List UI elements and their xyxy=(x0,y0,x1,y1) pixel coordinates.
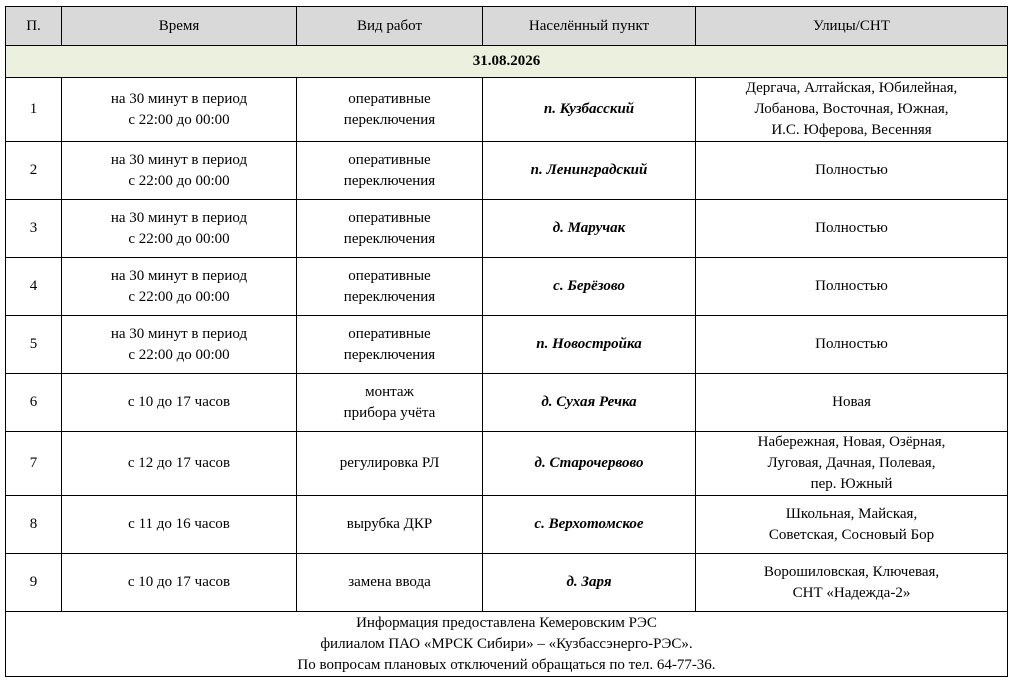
locality-cell: п. Новостройка xyxy=(483,316,696,374)
header-locality: Населённый пункт xyxy=(483,7,696,46)
time-cell xyxy=(62,258,297,316)
work-line: монтаж xyxy=(365,383,414,400)
work-type-cell xyxy=(297,78,483,142)
row-number-cell: 8 xyxy=(6,496,62,554)
time-line: с 22:00 до 00:00 xyxy=(128,230,230,247)
streets-line: Школьная, Майская, xyxy=(785,505,918,522)
streets-line: Дергача, Алтайская, Юбилейная, xyxy=(745,80,958,96)
locality-cell: д. Маручак xyxy=(483,200,696,258)
time-line: с 22:00 до 00:00 xyxy=(128,172,230,189)
locality-cell: с. Верхотомское xyxy=(483,496,696,554)
time-cell xyxy=(62,78,297,142)
time-line: с 22:00 до 00:00 xyxy=(128,346,230,363)
streets-line: Полностью xyxy=(815,162,888,178)
footer-info xyxy=(6,612,1008,677)
streets-line: Ворошиловская, Ключевая, xyxy=(763,563,940,580)
time-line: на 30 минут в период xyxy=(110,151,248,168)
locality-cell: д. Заря xyxy=(483,554,696,612)
footer-row xyxy=(6,612,1008,677)
time-line: на 30 минут в период xyxy=(110,267,248,284)
header-streets: Улицы/СНТ xyxy=(696,7,1008,46)
work-type-cell xyxy=(297,554,483,612)
locality-cell: д. Сухая Речка xyxy=(483,374,696,432)
table-row xyxy=(6,258,1008,316)
streets-line: Полностью xyxy=(815,220,888,236)
time-line: с 10 до 17 часов xyxy=(127,574,231,590)
work-line: регулировка РЛ xyxy=(339,455,440,471)
streets-cell xyxy=(696,78,1008,142)
streets-cell xyxy=(696,496,1008,554)
table-row xyxy=(6,142,1008,200)
streets-cell xyxy=(696,258,1008,316)
outage-schedule-table xyxy=(5,6,1008,677)
work-type-cell xyxy=(297,200,483,258)
time-line: с 22:00 до 00:00 xyxy=(128,288,230,305)
time-cell xyxy=(62,200,297,258)
row-number-cell: 4 xyxy=(6,258,62,316)
work-line: переключения xyxy=(343,230,436,247)
row-number-cell: 1 xyxy=(6,78,62,142)
work-line: вырубка ДКР xyxy=(346,516,433,532)
row-number-cell: 9 xyxy=(6,554,62,612)
streets-line: Полностью xyxy=(815,336,888,352)
time-line: с 10 до 17 часов xyxy=(127,394,231,410)
date-row xyxy=(6,46,1008,78)
row-number-cell: 6 xyxy=(6,374,62,432)
work-line: оперативные xyxy=(348,151,431,168)
streets-line: Лобанова, Восточная, Южная, xyxy=(754,101,949,117)
streets-cell xyxy=(696,200,1008,258)
table-row xyxy=(6,432,1008,496)
time-line: с 22:00 до 00:00 xyxy=(128,111,230,128)
work-type-cell xyxy=(297,142,483,200)
streets-line: Набережная, Новая, Озёрная, xyxy=(757,434,946,450)
table-row xyxy=(6,496,1008,554)
streets-cell xyxy=(696,554,1008,612)
streets-line: Новая xyxy=(832,394,871,410)
header-number: П. xyxy=(6,7,62,46)
row-number-cell: 5 xyxy=(6,316,62,374)
header-time: Время xyxy=(62,7,297,46)
date-cell: 31.08.2026 xyxy=(6,46,1008,78)
streets-cell xyxy=(696,142,1008,200)
table-row xyxy=(6,316,1008,374)
time-line: на 30 минут в период xyxy=(110,325,248,342)
time-line: на 30 минут в период xyxy=(110,209,248,226)
streets-line: Луговая, Дачная, Полевая, xyxy=(767,455,936,471)
header-row xyxy=(6,7,1008,46)
streets-line: Полностью xyxy=(815,278,888,294)
work-line: замена ввода xyxy=(348,574,431,590)
work-type-cell xyxy=(297,496,483,554)
row-number-cell: 7 xyxy=(6,432,62,496)
work-type-cell xyxy=(297,432,483,496)
locality-cell: д. Старочервово xyxy=(483,432,696,496)
work-type-cell xyxy=(297,374,483,432)
table-row xyxy=(6,200,1008,258)
streets-line: Советская, Сосновый Бор xyxy=(768,526,935,543)
table-row xyxy=(6,554,1008,612)
table-row xyxy=(6,78,1008,142)
time-cell xyxy=(62,374,297,432)
work-line: оперативные xyxy=(348,209,431,226)
locality-cell: с. Берёзово xyxy=(483,258,696,316)
streets-cell xyxy=(696,374,1008,432)
header-work-type: Вид работ xyxy=(297,7,483,46)
table-row xyxy=(6,374,1008,432)
streets-line: СНТ «Надежда-2» xyxy=(792,584,911,601)
work-line: переключения xyxy=(343,288,436,305)
row-number-cell: 2 xyxy=(6,142,62,200)
work-line: переключения xyxy=(343,111,436,128)
time-line: на 30 минут в период xyxy=(110,90,248,107)
streets-line: И.С. Юферова, Весенняя xyxy=(771,122,932,138)
streets-cell xyxy=(696,316,1008,374)
work-line: переключения xyxy=(343,172,436,189)
time-line: с 12 до 17 часов xyxy=(127,455,231,471)
locality-cell: п. Кузбасский xyxy=(483,78,696,142)
work-type-cell xyxy=(297,316,483,374)
row-number-cell: 3 xyxy=(6,200,62,258)
work-line: прибора учёта xyxy=(343,404,436,421)
time-cell xyxy=(62,316,297,374)
work-line: оперативные xyxy=(348,325,431,342)
work-type-cell xyxy=(297,258,483,316)
time-cell xyxy=(62,496,297,554)
work-line: оперативные xyxy=(348,267,431,284)
time-cell xyxy=(62,554,297,612)
work-line: оперативные xyxy=(348,90,431,107)
footer-line: Информация предоставлена Кемеровским РЭС xyxy=(356,614,657,631)
footer-line: По вопросам плановых отключений обращаться по тел. 64-77-36. xyxy=(297,656,716,673)
locality-cell: п. Ленинградский xyxy=(483,142,696,200)
time-line: с 11 до 16 часов xyxy=(128,516,230,532)
streets-line: пер. Южный xyxy=(810,476,893,492)
work-line: переключения xyxy=(343,346,436,363)
time-cell xyxy=(62,142,297,200)
streets-cell xyxy=(696,432,1008,496)
footer-line: филиалом ПАО «МРСК Сибири» – «Кузбассэнерго-РЭС». xyxy=(320,635,693,652)
time-cell xyxy=(62,432,297,496)
